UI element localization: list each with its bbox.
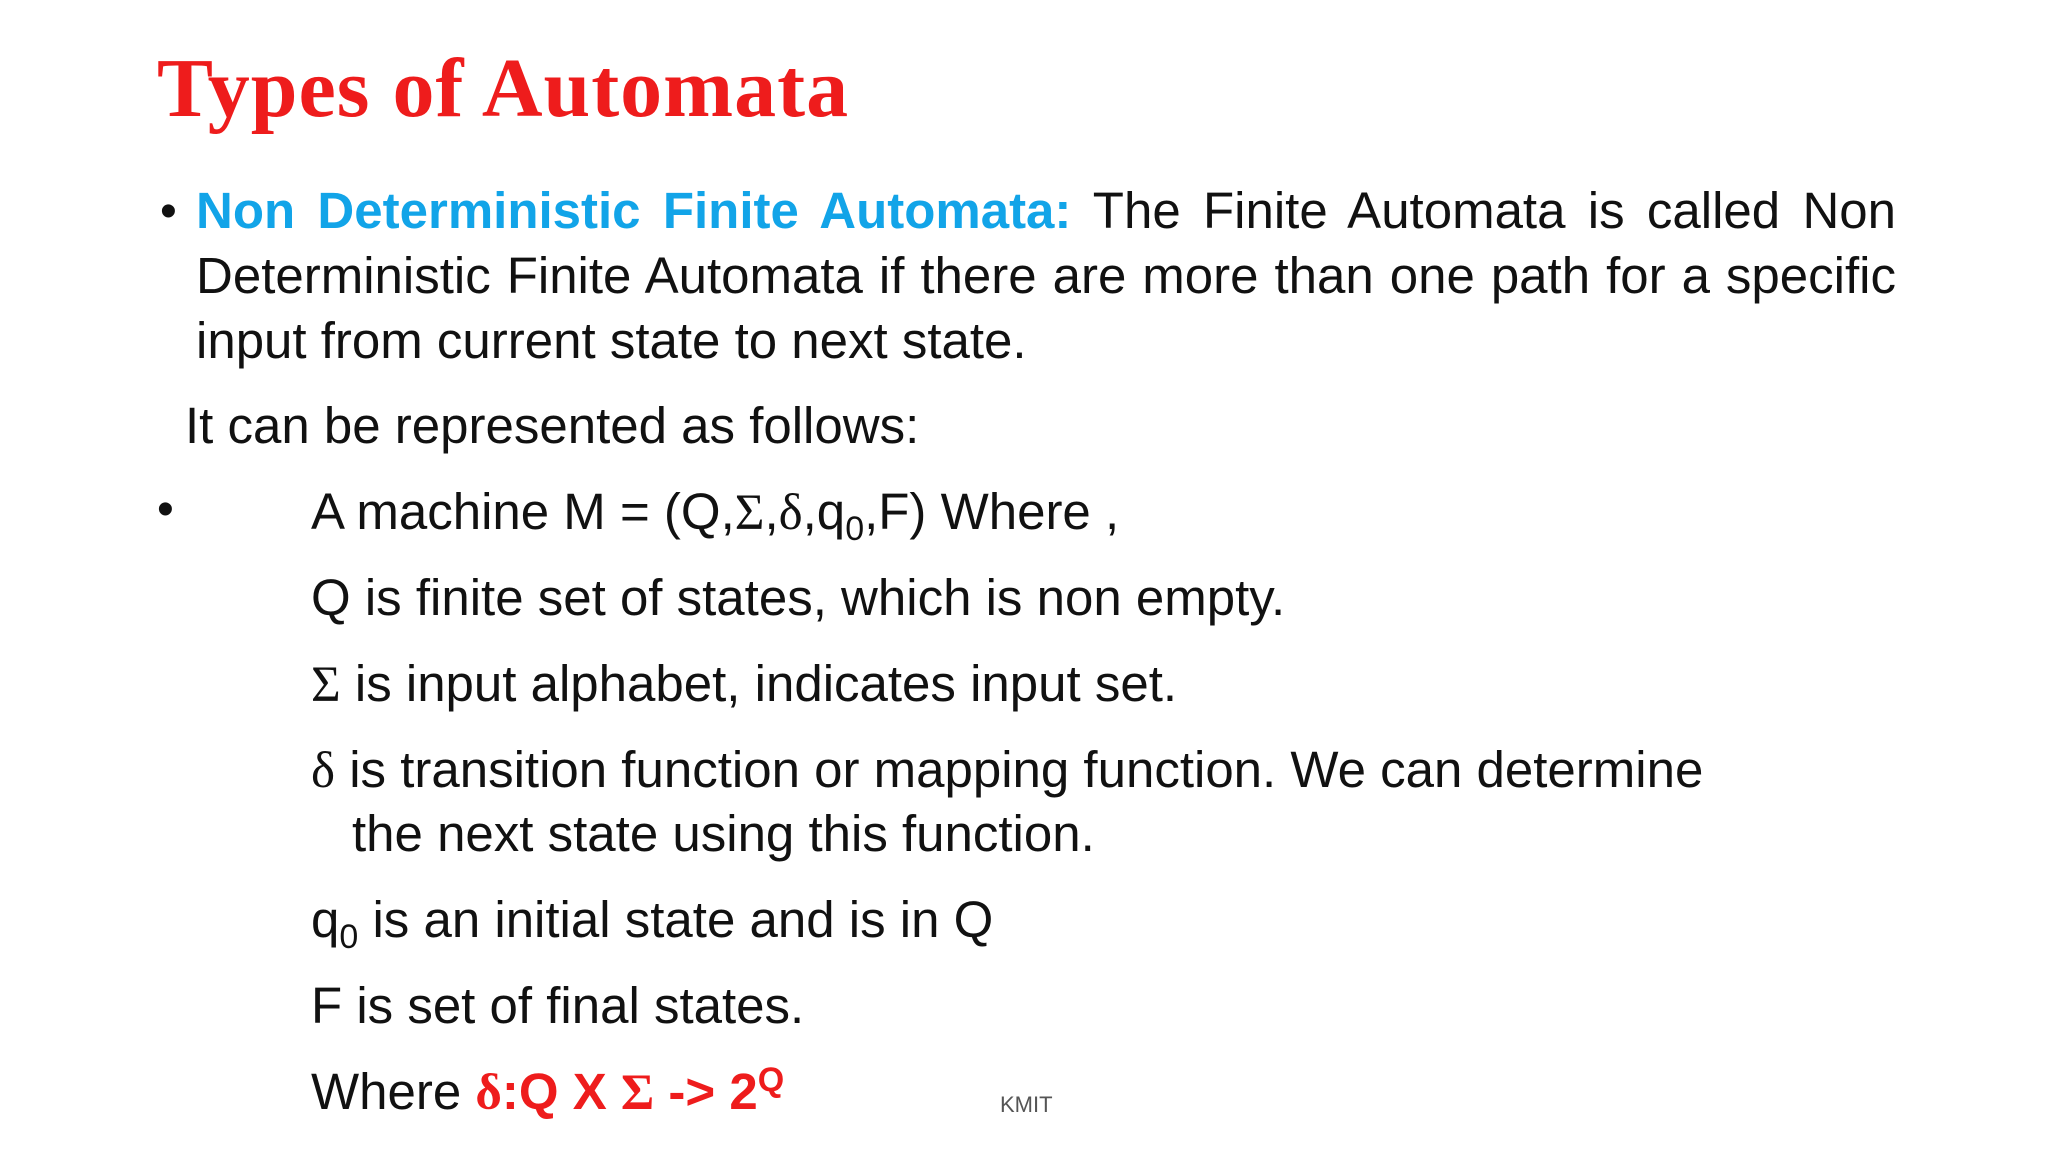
footer-label: KMIT <box>1000 1092 1053 1117</box>
bullet-icon: • <box>157 483 174 536</box>
sigma-symbol: Σ <box>620 1065 655 1121</box>
slide-title: Types of Automata <box>157 42 850 135</box>
delta-symbol: δ <box>311 743 336 799</box>
ndfa-definition <box>196 178 1896 373</box>
transition-formula: Where δ:Q X $\Sigma -> 2^Q$ <box>311 1061 785 1121</box>
f-definition: F is set of final states. <box>311 977 805 1034</box>
sigma-symbol: Σ <box>311 657 341 713</box>
represent-text: It can be represented as follows: <box>185 397 920 454</box>
q-definition: Q is finite set of states, which is non empty. <box>311 569 1286 626</box>
q0-definition: $q_0$ is an initial state and is in Q <box>311 891 994 957</box>
delta-definition-line-1: δ is transition function or mapping function. We can determine <box>311 741 1704 799</box>
sigma-symbol: Σ <box>734 485 765 541</box>
bullet-icon: • <box>160 185 177 238</box>
delta-symbol: δ <box>475 1065 502 1121</box>
ndfa-term: Non Deterministic Finite Automata: <box>196 182 1072 239</box>
delta-symbol: δ <box>778 485 803 541</box>
ndfa-description: The Finite Automata is called Non Deterministic Finite Automata if there are more than one path for a specific input from current state to next state. <box>196 182 1897 369</box>
sigma-definition: Σ is input alphabet, indicates input set. <box>311 655 1178 713</box>
delta-definition-line-2: the next state using this function. <box>352 805 1095 862</box>
machine-definition: A machine $M = (Q,\Sigma,\delta,q_0,F)$ Where , <box>311 483 1120 549</box>
